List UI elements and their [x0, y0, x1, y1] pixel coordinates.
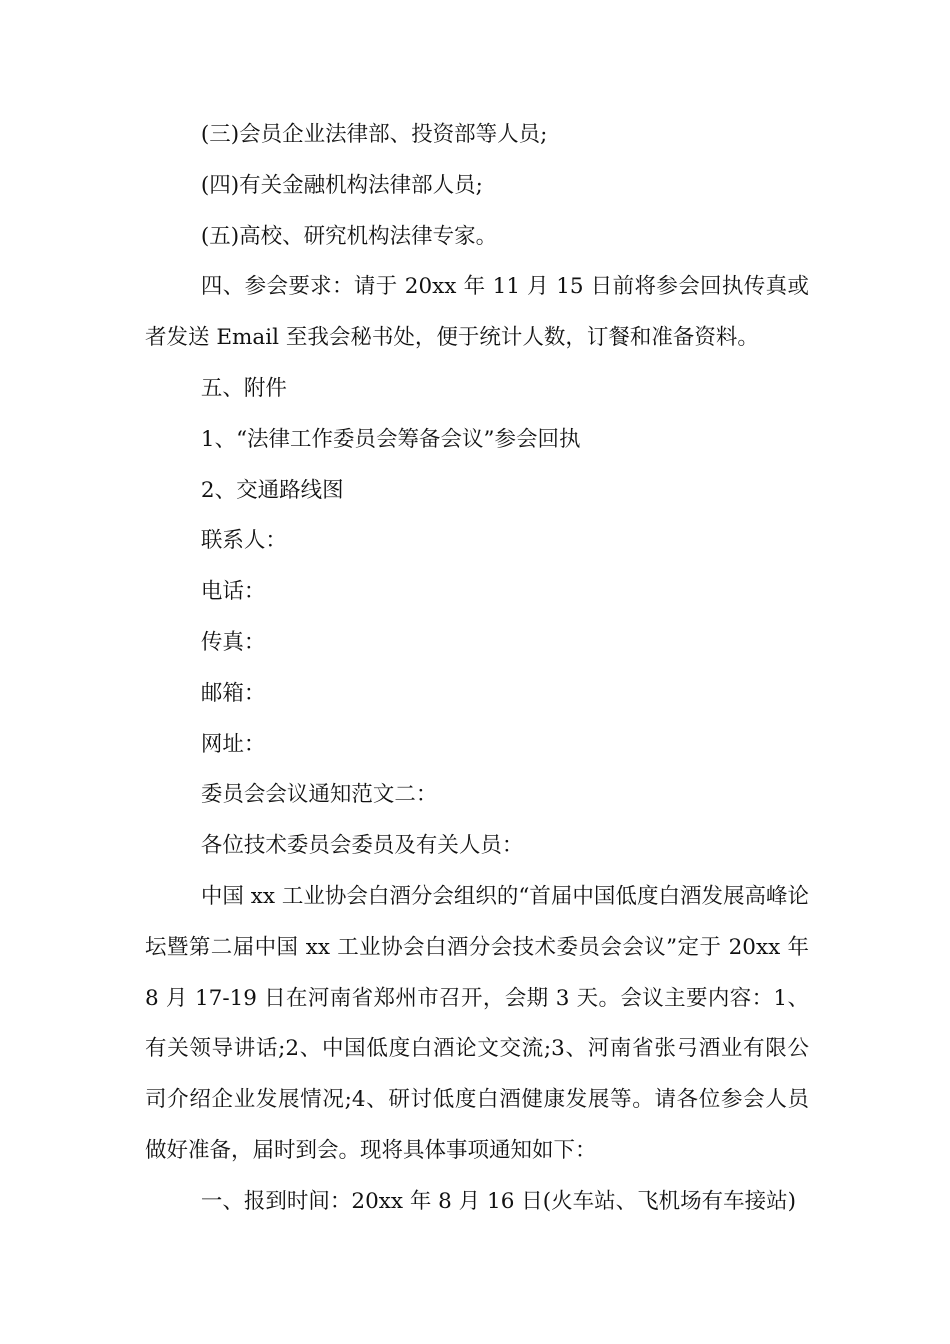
contact-person-label: 联系人： — [200, 528, 287, 554]
attachment-item-route-map: 2、交通路线图 — [200, 477, 344, 503]
salutation: 各位技术委员会委员及有关人员： — [200, 833, 524, 859]
list-item-members-legal: (三)会员企业法律部、投资部等人员; — [200, 122, 548, 147]
contact-email-label: 邮箱： — [200, 680, 266, 706]
list-item-financial-legal: (四)有关金融机构法律部人员; — [200, 172, 483, 198]
section-attachments-heading: 五、附件 — [200, 375, 287, 401]
contact-website-label: 网址： — [200, 731, 266, 757]
registration-time: 一、报到时间：20xx 年 8 月 16 日(火车站、飞机场有车接站) — [200, 1188, 796, 1214]
notice-main-body: 中国 xx 工业协会白酒分会组织的“首届中国低度白酒发展高峰论坛暨第二届中国 xx 工业协会白酒分会技术委员会会议”定于 20xx 年 8 月 17-19 日在河南省郑州市召开，会期 3 天。会议主要内容：1、有关领导讲话;2、中国低度白酒论文交流;3、河南省张弓酒业有限公司介绍企业发展情况;4、研讨低度白酒健康发展等。请各位参会人员做好准备，届时到会。现将具体事项通知如下： — [145, 883, 809, 1163]
contact-phone-label: 电话： — [200, 579, 266, 605]
sample-two-heading: 委员会会议通知范文二： — [200, 782, 438, 808]
document-body — [145, 110, 809, 1228]
section-attendance-requirements: 四、参会要求：请于 20xx 年 11 月 15 日前将参会回执传真或者发送 Email 至我会秘书处，便于统计人数，订餐和准备资料。 — [145, 274, 809, 351]
contact-fax-label: 传真： — [200, 629, 266, 655]
list-item-university-experts: (五)高校、研究机构法律专家。 — [200, 223, 498, 249]
attachment-item-reply-form: 1、“法律工作委员会筹备会议”参会回执 — [200, 426, 581, 452]
